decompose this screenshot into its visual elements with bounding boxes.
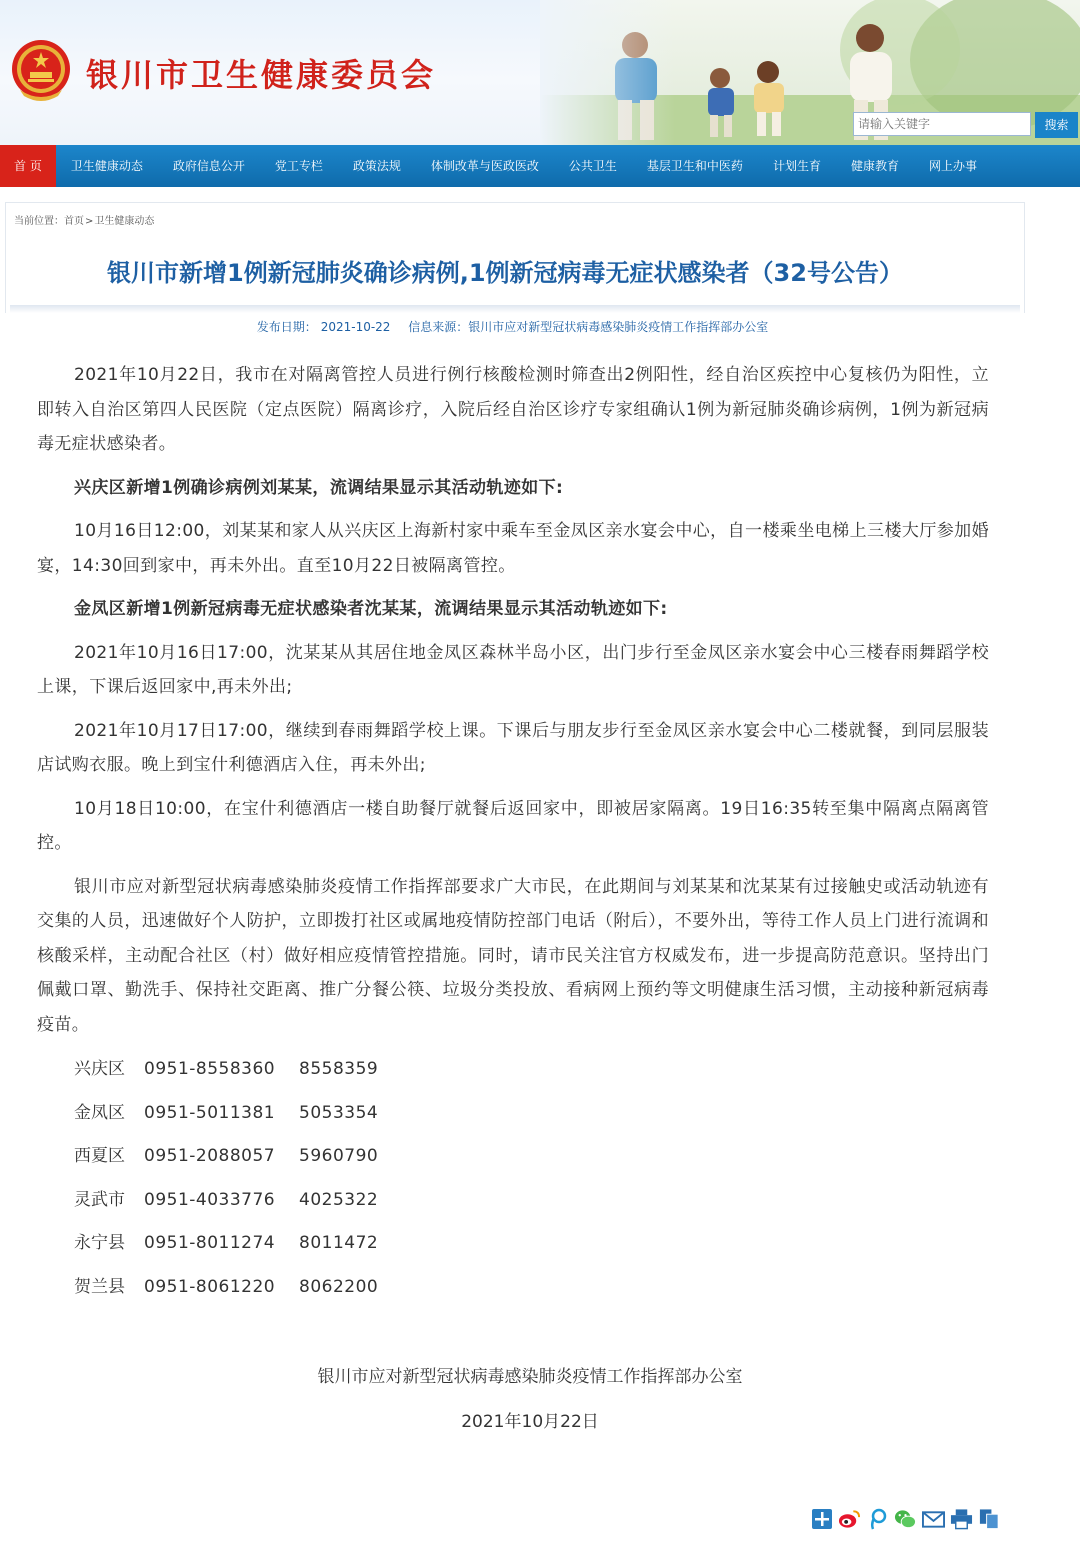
contact-phone-alt: 8558359: [299, 1059, 379, 1079]
contact-phone: 0951-8061220: [144, 1276, 276, 1297]
source-label: 信息来源：: [408, 320, 469, 334]
contact-row: [74, 1185, 378, 1229]
nav-item-health-education[interactable]: 健康教育: [850, 159, 899, 173]
contact-district: 兴庆区: [74, 1059, 125, 1079]
article-meta: [0, 318, 1025, 335]
paragraph: 银川市应对新型冠状病毒感染肺炎疫情工作指挥部要求广大市民，在此期间与刘某某和沈某某有过接触史或活动轨迹有交集的人员，迅速做好个人防护，立即拨打社区或属地疫情防控部门电话（附后），不要外出，等待工作人员上门进行流调和核酸采样，主动配合社区（村）做好相应疫情管控措施。同时，请市民关注官方权威发布，进一步提高防范意识。坚持出门佩戴口罩、勤洗手、保持社交距离、推广分餐公筷、垃圾分类投放、看病网上预约等文明健康生活习惯，主动接种新冠病毒疫苗。: [37, 876, 989, 1035]
nav-item-reform[interactable]: 体制改革与医政医改: [430, 159, 539, 173]
wechat-icon[interactable]: [894, 1507, 917, 1530]
contact-district: 贺兰县: [74, 1276, 125, 1297]
print-icon[interactable]: [950, 1507, 973, 1530]
main-nav: [0, 145, 1080, 187]
nav-item-party-column[interactable]: 党工专栏: [274, 159, 323, 173]
nav-item-policy[interactable]: 政策法规: [352, 159, 401, 173]
contact-row: [74, 1141, 378, 1185]
contact-phone-alt: 8062200: [299, 1276, 379, 1297]
contact-row: [74, 1098, 378, 1142]
paragraph-heading: 金凤区新增1例新冠病毒无症状感染者沈某某，流调结果显示其活动轨迹如下:: [74, 599, 668, 619]
signature: 银川市应对新型冠状病毒感染肺炎疫情工作指挥部办公室: [317, 1367, 743, 1387]
national-emblem-icon: [10, 38, 72, 104]
nav-item-public-health[interactable]: 公共卫生: [568, 159, 617, 173]
nav-item-family-planning[interactable]: 计划生育: [772, 159, 821, 173]
plus-icon[interactable]: [810, 1507, 833, 1530]
contact-phone: 0951-5011381: [144, 1102, 276, 1123]
nav-item-grassroots[interactable]: 基层卫生和中医药: [646, 159, 743, 173]
paragraph: 2021年10月17日17:00，继续到春雨舞蹈学校上课。下课后与朋友步行至金凤区亲水宴会中心二楼就餐，到同层服装店试购衣服。晚上到宝什利德酒店入住，再未外出;: [37, 720, 989, 775]
paragraph: 10月16日12:00，刘某某和家人从兴庆区上海新村家中乘车至金凤区亲水宴会中心，自一楼乘坐电梯上三楼大厅参加婚宴，14:30回到家中，再未外出。直至10月22日被隔离管控。: [37, 521, 989, 576]
nav-item-gov-info[interactable]: 政府信息公开: [172, 159, 245, 173]
contact-row: [74, 1228, 378, 1272]
contact-phone: 0951-2088057: [144, 1146, 276, 1167]
search-input[interactable]: [853, 112, 1031, 136]
contact-phone-alt: 8011472: [299, 1233, 379, 1254]
article-title: 银川市新增1例新冠肺炎确诊病例,1例新冠病毒无症状感染者（32号公告）: [107, 259, 903, 287]
contact-district: 永宁县: [74, 1233, 125, 1254]
paragraph: 2021年10月16日17:00，沈某某从其居住地金凤区森林半岛小区，出门步行至金凤区亲水宴会中心三楼春雨舞蹈学校上课，下课后返回家中,再未外出;: [37, 642, 989, 697]
contact-row: [74, 1272, 378, 1316]
breadcrumb-separator: >: [85, 216, 94, 227]
paragraph: 2021年10月22日，我市在对隔离管控人员进行例行核酸检测时筛查出2例阳性，经自治区疾控中心复核仍为阳性，立即转入自治区第四人民医院（定点医院）隔离诊疗，入院后经自治区诊疗专家组确认1例为新冠肺炎确诊病例，1例为新冠病毒无症状感染者。: [37, 365, 989, 454]
paragraph-heading: 兴庆区新增1例确诊病例刘某某，流调结果显示其活动轨迹如下:: [74, 477, 564, 498]
contact-phone: 0951-8558360: [144, 1059, 276, 1079]
email-icon[interactable]: [922, 1507, 945, 1530]
signature-date: 2021年10月22日: [461, 1412, 599, 1432]
nav-item-online-service[interactable]: 网上办事: [928, 159, 977, 173]
weibo-icon[interactable]: [838, 1507, 861, 1530]
source: 银川市应对新型冠状病毒感染肺炎疫情工作指挥部办公室: [468, 320, 769, 334]
site-header: [0, 0, 1080, 145]
title-divider: [10, 305, 1020, 313]
breadcrumb-prefix: 当前位置：: [14, 216, 64, 227]
contact-phone-alt: 5053354: [299, 1102, 379, 1123]
copy-icon[interactable]: [978, 1507, 1001, 1530]
contact-row: [74, 1054, 378, 1098]
contact-phone: 0951-4033776: [144, 1189, 276, 1210]
contact-phone: 0951-8011274: [144, 1233, 276, 1254]
nav-item-home[interactable]: 首 页: [0, 145, 56, 187]
breadcrumb-current-link[interactable]: 卫生健康动态: [94, 216, 155, 227]
breadcrumb: [14, 212, 154, 227]
contact-list: [74, 1054, 378, 1316]
search-button[interactable]: 搜索: [1035, 112, 1078, 138]
contact-phone-alt: 5960790: [299, 1146, 379, 1167]
paragraph: 10月18日10:00，在宝什利德酒店一楼自助餐厅就餐后返回家中，即被居家隔离。19日16:35转至集中隔离点隔离管控。: [37, 798, 989, 853]
contact-district: 西夏区: [74, 1146, 125, 1167]
contact-district: 金凤区: [74, 1102, 125, 1123]
article-body: [37, 358, 989, 1051]
publish-date-label: 发布日期：: [256, 320, 317, 334]
publish-date: 2021-10-22: [320, 320, 391, 334]
site-title[interactable]: 银川市卫生健康委员会: [86, 56, 437, 94]
nav-item-health-news[interactable]: 卫生健康动态: [70, 159, 143, 173]
tencent-weibo-icon[interactable]: [866, 1507, 889, 1530]
breadcrumb-home-link[interactable]: 首页: [64, 216, 84, 227]
contact-phone-alt: 4025322: [299, 1189, 379, 1210]
contact-district: 灵武市: [74, 1189, 125, 1210]
share-bar: [810, 1507, 1001, 1530]
